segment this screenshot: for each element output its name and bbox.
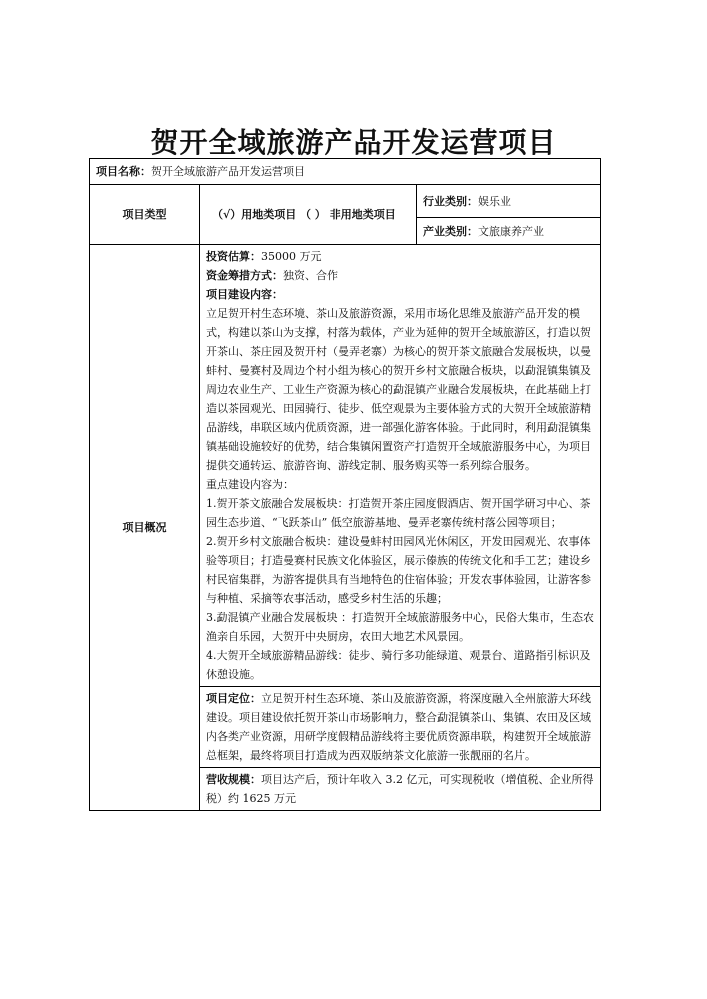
project-name-value: 贺开全域旅游产品开发运营项目 — [151, 165, 305, 178]
project-type-label: 项目类型 — [90, 185, 200, 245]
position-label: 项目定位： — [206, 692, 261, 705]
project-type-row — [90, 185, 601, 218]
revenue-label: 营收规模： — [206, 773, 261, 786]
document-title: 贺开全域旅游产品开发运营项目 — [150, 126, 557, 159]
key-item-3: 3.勐混镇产业融合发展板块 ：打造贺开全域旅游服务中心，民俗大集市，生态农渔亲自乐园，大贺开中央厨房，农田大地艺术风景园。 — [206, 611, 594, 643]
revenue-cell — [200, 768, 601, 811]
funding-value: 独资、合作 — [283, 269, 338, 282]
investment-value: 35000 万元 — [261, 250, 322, 263]
key-item-1: 1.贺开茶文旅融合发展板块：打造贺开茶庄园度假酒店、贺开国学研习中心、茶园生态步道、“飞跃茶山” 低空旅游基地、曼弄老寨传统村落公园等项目； — [206, 497, 591, 529]
content-label: 项目建设内容： — [206, 288, 283, 301]
overview-row — [90, 245, 601, 687]
key-content-label: 重点建设内容为： — [206, 478, 294, 491]
land-type-value: （√）用地类项目 （ ） 非用地类项目 — [200, 185, 417, 245]
category-label: 产业类别： — [423, 224, 478, 238]
project-name-cell — [90, 159, 601, 185]
industry-value: 娱乐业 — [478, 194, 511, 208]
position-cell — [200, 687, 601, 768]
project-name-label: 项目名称： — [96, 165, 151, 178]
revenue-value: 项目达产后，预计年收入 3.2 亿元，可实现税收（增值税、企业所得税）约 1625 万元 — [206, 773, 594, 805]
key-item-4: 4.大贺开全域旅游精品游线：徒步、骑行多功能绿道、观景台、道路指引标识及休憩设施。 — [206, 649, 591, 681]
investment-label: 投资估算： — [206, 250, 261, 263]
funding-label: 资金筹措方式： — [206, 269, 283, 282]
industry-cell — [417, 185, 601, 218]
category-cell — [417, 218, 601, 245]
position-value: 立足贺开村生态环境、茶山及旅游资源，将深度融入全州旅游大环线建设。项目建设依托贺开茶山市场影响力，整合勐混镇茶山、集镇、农田及区域内各类产业资源，用研学度假精品游线将主要优质资源串联，构建贺开全域旅游总框架，最终将项目打造成为西双版纳茶文化旅游一张靓丽的名片。 — [206, 692, 591, 762]
content-intro: 立足贺开村生态环境、茶山及旅游资源，采用市场化思维及旅游产品开发的模式，构建以茶山为支撑，村落为载体，产业为延伸的贺开全域旅游区，打造以贺开茶山、茶庄园及贺开村（曼弄老寨）为核心的贺开茶文旅融合发展板块，以曼蚌村、曼赛村及周边个村小组为核心的贺开乡村文旅融合板块，以勐混镇集镇及周边农业生产、工业生产资源为核心的勐混镇产业融合发展板块，在此基础上打造以茶园观光、田园骑行、徒步、低空观景为主要体验方式的大贺开全域旅游精品游线，串联区域内优质资源，进一部强化游客体验。于此同时，利用勐混镇集镇基础设施较好的优势，结合集镇闲置资产打造贺开全域旅游服务中心，为项目提供交通转运、旅游咨询、游线定制、服务购买等一系列综合服务。 — [206, 307, 591, 472]
project-name-row — [90, 159, 601, 185]
project-info-table — [89, 158, 601, 811]
category-value: 文旅康养产业 — [478, 224, 544, 238]
overview-label: 项目概况 — [90, 245, 200, 811]
industry-label: 行业类别： — [423, 194, 478, 208]
overview-content-cell — [200, 245, 601, 687]
key-item-2: 2.贺开乡村文旅融合板块：建设曼蚌村田园风光休闲区，开发田园观光、农事体验等项目；打造曼赛村民族文化体验区，展示傣族的传统文化和手工艺；建设乡村民宿集群，为游客提供具有当地特色的住宿体验；开发农事体验园，让游客参与种植、采摘等农事活动，感受乡村生活的乐趣； — [206, 535, 591, 605]
